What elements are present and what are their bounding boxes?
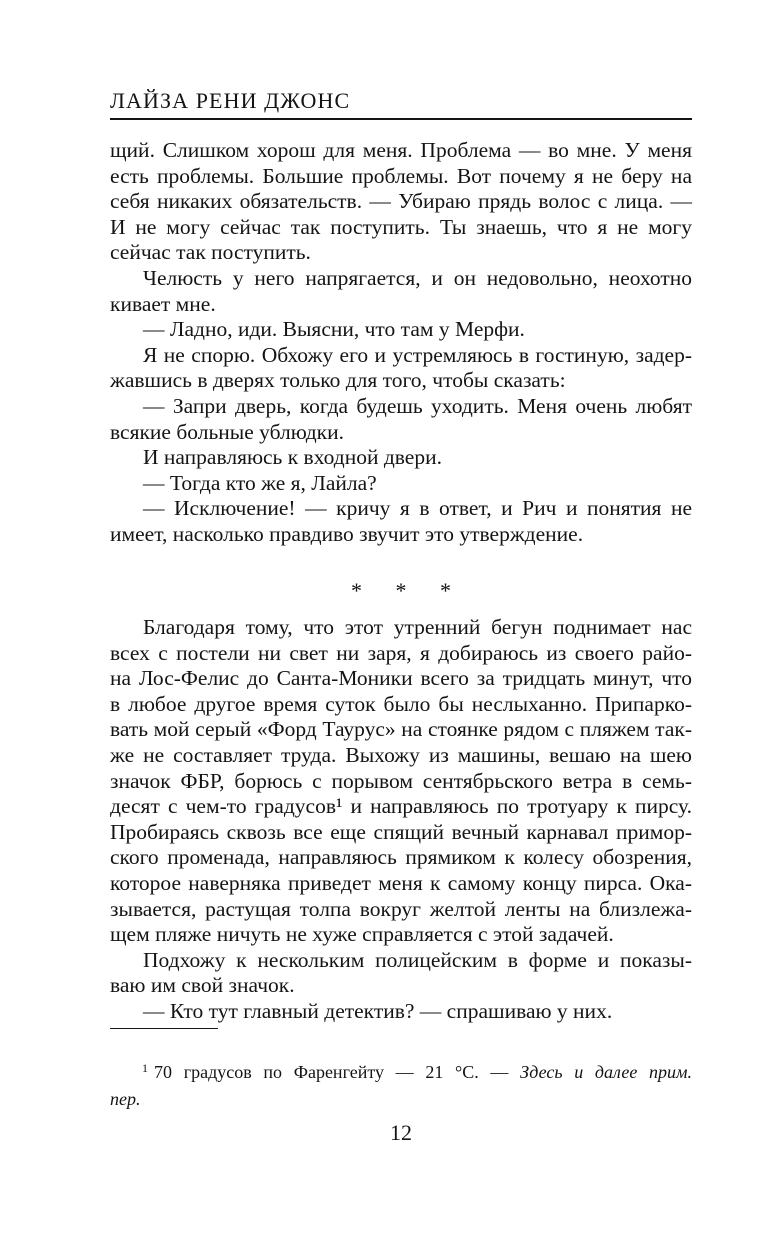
text-block-2 [110,615,692,1025]
footnote-line-1 [110,1060,692,1087]
header-rule [110,118,692,120]
footnote-italic-1: Здесь и далее прим. [520,1062,692,1082]
text-line: — Исключение! — кричу я в ответ, и Рич и понятия не [143,496,692,521]
text-line: кивает мне. [110,291,216,316]
text-line: Пробираясь сквозь все еще спящий вечный карнавал примор- [110,819,692,844]
text-line: которое наверняка приведет меня к самому концу пирса. Ока- [110,870,692,895]
text-line: ваю им свой значок. [110,973,295,998]
text-line: щем пляже ничуть не хуже справляется с этой задачей. [110,922,614,947]
text-line: Подхожу к нескольким полицейским в форме и показы- [143,947,692,972]
text-line: ского променада, направляюсь прямиком к колесу обозрения, [110,845,692,870]
page-number: 12 [390,1120,412,1145]
text-line: зывается, растущая толпа вокруг желтой ленты на близлежа- [110,896,692,921]
text-line: всех с постели ни свет ни заря, я добираюсь из своего райо- [110,640,692,665]
running-head: ЛАЙЗА РЕНИ ДЖОНС [110,88,351,113]
text-line: значок ФБР, борюсь с порывом сентябрьского ветра в семь- [110,768,692,793]
text-block-1 [110,138,692,548]
text-line: — Кто тут главный детектив? — спрашиваю у них. [143,998,613,1023]
text-line: — Ладно, иди. Выясни, что там у Мерфи. [143,317,525,342]
text-line: И направляюсь к входной двери. [143,445,442,470]
text-line: в любое другое время суток было бы неслыханно. Припарко- [110,691,692,716]
text-line: — Запри дверь, когда будешь уходить. Меня очень любят [143,393,692,418]
text-line: Челюсть у него напрягается, и он недовольно, неохотно [143,265,692,290]
footnote [110,1060,692,1112]
text-line: Я не спорю. Обхожу его и устремляюсь в гостиную, задер- [143,342,692,367]
text-line: есть проблемы. Большие проблемы. Вот почему я не беру на [110,163,692,188]
text-line: себя никаких обязательств. — Убираю прядь волос с лица. — [110,189,692,214]
section-break: * * * [351,578,465,603]
footnote-line-2 [110,1087,692,1112]
footnote-marker: 1 [142,1061,148,1075]
footnote-italic-2: пер. [110,1089,141,1109]
text-line: вать мой серый «Форд Таурус» на стоянке рядом с пляжем так- [110,717,692,742]
text-line: на Лос-Фелис до Санта-Моники всего за тридцать минут, что [110,666,692,691]
footnote-text: 70 градусов по Фаренгейту — 21 °С. — [154,1062,509,1082]
text-line: же не составляет труда. Выхожу из машины, вешаю на шею [110,742,692,767]
text-line: всякие больные ублюдки. [110,419,344,444]
text-line: Благодаря тому, что этот утренний бегун поднимает нас [143,615,692,639]
text-line: сейчас так поступить. [110,240,311,265]
text-line: жавшись в дверях только для того, чтобы сказать: [110,368,566,393]
text-line: — Тогда кто же я, Лайла? [143,470,377,495]
text-line: И не могу сейчас так поступить. Ты знаешь, что я не могу [110,214,692,239]
text-line: имеет, насколько правдиво звучит это утверждение. [110,521,584,546]
text-line: щий. Слишком хорош для меня. Проблема — во мне. У меня [110,138,692,162]
text-line: десят с чем-то градусов¹ и направляюсь по тротуару к пирсу. [110,794,692,819]
footnote-rule [110,1028,218,1029]
